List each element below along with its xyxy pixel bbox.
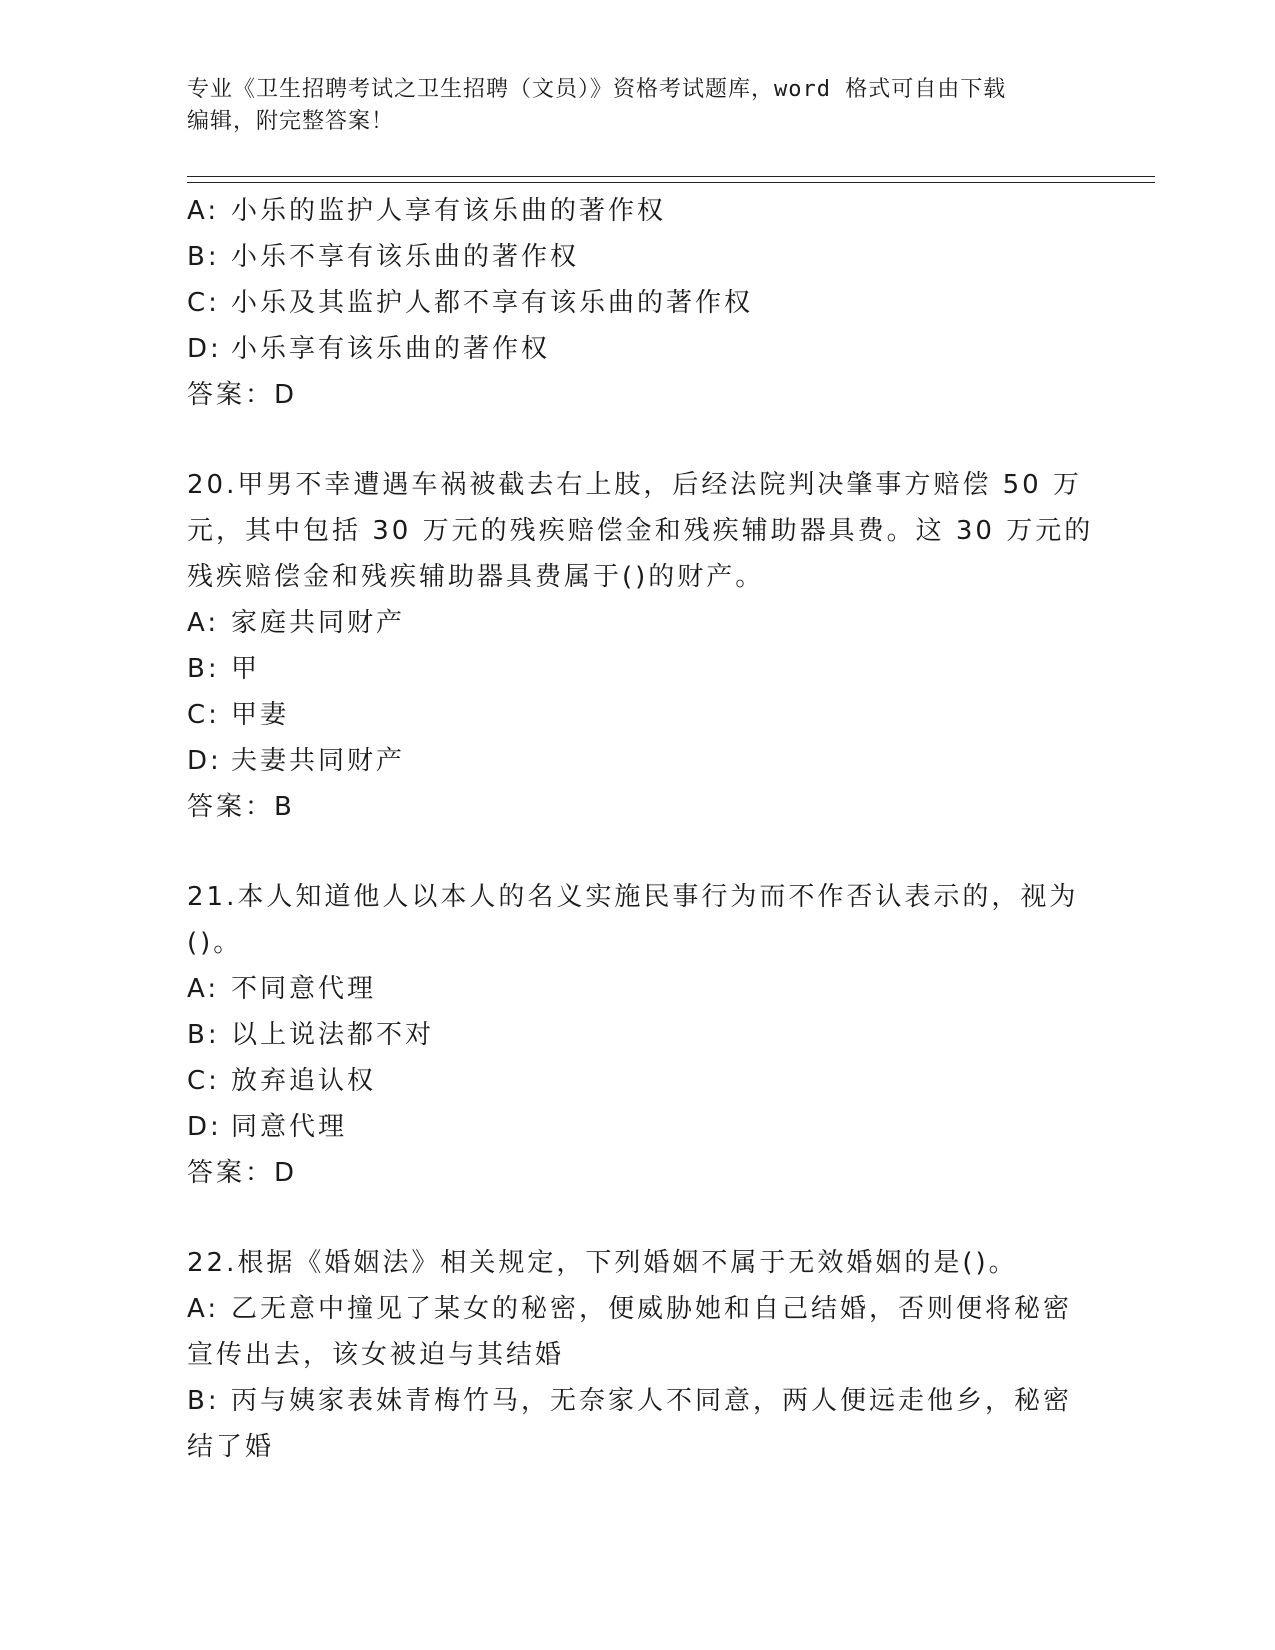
option-b: B: 以上说法都不对 (187, 1020, 435, 1050)
question-stem-line: 残疾赔偿金和残疾辅助器具费属于()的财产。 (187, 562, 765, 592)
header-divider-bottom (187, 182, 1155, 183)
question-content (187, 188, 1094, 1470)
option-d: D: 小乐享有该乐曲的著作权 (187, 334, 551, 364)
question-19-continued (187, 188, 1087, 418)
answer-line: 答案：B (187, 792, 295, 822)
option-a: A: 乙无意中撞见了某女的秘密，便威胁她和自己结婚，否则便将秘密 (187, 1294, 1073, 1324)
question-stem-line: ()。 (187, 928, 243, 958)
option-a: A: 不同意代理 (187, 974, 377, 1004)
option-a: A: 小乐的监护人享有该乐曲的著作权 (187, 196, 667, 226)
option-b: B: 小乐不享有该乐曲的著作权 (187, 242, 580, 272)
question-21 (187, 874, 1087, 1196)
option-b-continuation: 结了婚 (187, 1432, 275, 1462)
answer-line: 答案：D (187, 1158, 298, 1188)
option-a: A: 家庭共同财产 (187, 608, 406, 638)
option-d: D: 夫妻共同财产 (187, 746, 406, 776)
question-stem-line: 21.本人知道他人以本人的名义实施民事行为而不作否认表示的，视为 (187, 882, 1079, 912)
option-d: D: 同意代理 (187, 1112, 348, 1142)
option-c: C: 放弃追认权 (187, 1066, 377, 1096)
question-stem-line: 元，其中包括 30 万元的残疾赔偿金和残疾辅助器具费。这 30 万元的 (187, 516, 1094, 546)
header-line-2: 编辑，附完整答案！ (187, 109, 395, 134)
option-c: C: 小乐及其监护人都不享有该乐曲的著作权 (187, 288, 754, 318)
answer-line: 答案：D (187, 380, 298, 410)
option-a-continuation: 宣传出去，该女被迫与其结婚 (187, 1340, 565, 1370)
question-22 (187, 1240, 1087, 1470)
document-header (187, 74, 1087, 138)
header-divider-top (187, 176, 1155, 177)
question-stem-line: 22.根据《婚姻法》相关规定，下列婚姻不属于无效婚姻的是()。 (187, 1248, 1018, 1278)
option-c: C: 甲妻 (187, 700, 290, 730)
option-b: B: 丙与姨家表妹青梅竹马，无奈家人不同意，两人便远走他乡，秘密 (187, 1386, 1073, 1416)
header-line-1: 专业《卫生招聘考试之卫生招聘（文员）》资格考试题库，word 格式可自由下载 (187, 77, 1007, 102)
option-b: B: 甲 (187, 654, 261, 684)
question-20 (187, 462, 1094, 830)
question-stem-line: 20.甲男不幸遭遇车祸被截去右上肢，后经法院判决肇事方赔偿 50 万 (187, 470, 1082, 500)
